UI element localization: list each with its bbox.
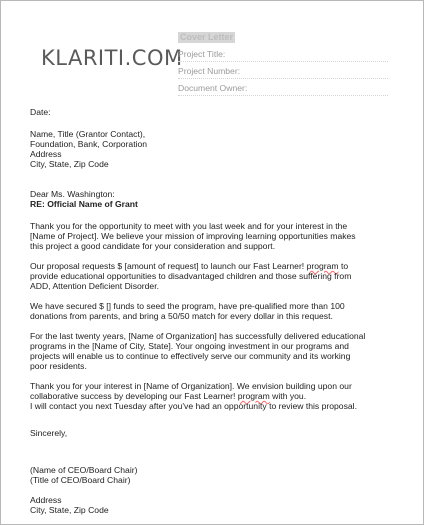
text-run: Our proposal requests $ [amount of request] to launch our Fast Learner! [30, 261, 307, 271]
text-run: to [338, 261, 349, 271]
paragraph-line: Thank you for the opportunity to meet with you last week and for your interest in the [30, 221, 348, 231]
spellcheck-flagged-word: program [306, 261, 339, 271]
paragraph-line: We have secured $ [] funds to seed the program, have pre-qualified more than 100 [30, 301, 345, 311]
salutation: Dear Ms. Washington: [30, 189, 115, 199]
paragraph-line: this project a good candidate for your consideration and support. [30, 241, 276, 251]
closing: Sincerely, [30, 428, 68, 438]
paragraph-line: Thank you for your interest in [Name of Organization]. We envision building upon our [30, 381, 352, 391]
subject-line: RE: Official Name of Grant [30, 199, 138, 209]
klariti-logo: KLARITI.COM [41, 46, 183, 70]
paragraph-line: [Name of Project]. We believe your mission of improving learning opportunities makes [30, 231, 356, 241]
project-title-field: Project Title: [178, 48, 388, 62]
paragraph-line: donations from parents, and bring a 50/50 match for every dollar in this request. [30, 311, 333, 321]
document-header [178, 27, 388, 96]
paragraph-4 [30, 331, 392, 371]
paragraph-6: I will contact you next Tuesday after you've had an opportunity to review this proposal. [30, 401, 357, 411]
paragraph-1 [30, 221, 392, 251]
signer-block [30, 465, 392, 485]
paragraph-line [30, 391, 392, 401]
recipient-block [30, 129, 392, 169]
paragraph-2 [30, 261, 392, 291]
signer-line: (Title of CEO/Board Chair) [30, 475, 131, 485]
address-line: City, State, Zip Code [30, 505, 109, 515]
paragraph-line: projects will enable us to continue to effectively serve our community and its working [30, 351, 351, 361]
project-number-field: Project Number: [178, 65, 388, 79]
document-owner-field: Document Owner: [178, 82, 388, 96]
paragraph-3 [30, 301, 392, 321]
header-title: Cover Letter [180, 32, 234, 42]
sender-address [30, 495, 392, 515]
signer-line: (Name of CEO/Board Chair) [30, 465, 138, 475]
recipient-line: Address [30, 149, 62, 159]
text-run: with you. [269, 391, 307, 401]
recipient-line: Foundation, Bank, Corporation [30, 139, 148, 149]
paragraph-line: programs in the [Name of City, State]. Your ongoing investment in our programs and [30, 341, 349, 351]
paragraph-line: ADD, Attention Deficient Disorder. [30, 281, 159, 291]
paragraph-line: poor residents. [30, 361, 87, 371]
paragraph-line [30, 261, 392, 271]
spellcheck-flagged-word: program [237, 391, 270, 401]
letter-body [30, 107, 392, 515]
date-label: Date: [30, 107, 51, 117]
recipient-line: Name, Title (Grantor Contact), [30, 129, 146, 139]
paragraph-5 [30, 381, 392, 401]
recipient-line: City, State, Zip Code [30, 159, 109, 169]
paragraph-line: For the last twenty years, [Name of Organization] has successfully delivered educational [30, 331, 366, 341]
address-line: Address [30, 495, 62, 505]
paragraph-line: provide educational opportunities to disadvantaged children and those suffering from [30, 271, 352, 281]
text-run: collaborative success by developing our Fast Learner! [30, 391, 238, 401]
